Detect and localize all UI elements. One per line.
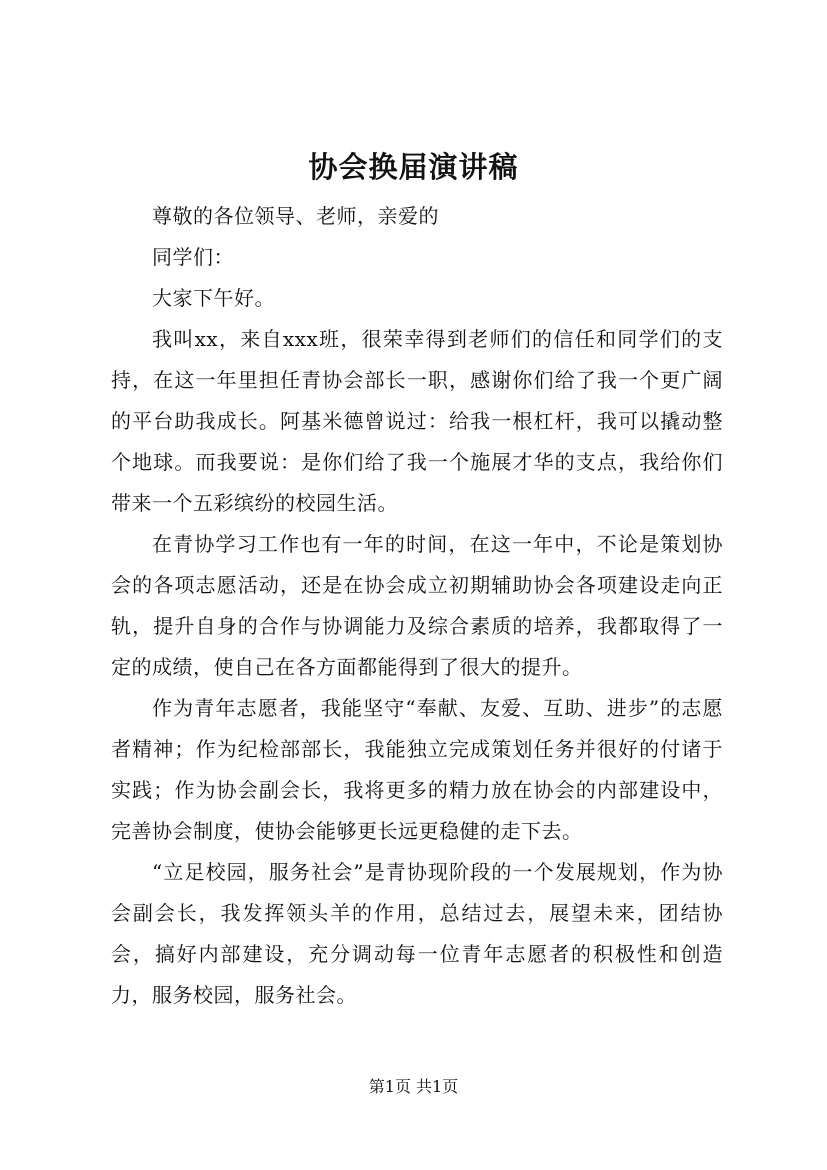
paragraph-4: “立足校园，服务社会”是青协现阶段的一个发展规划，作为协会副会长，我发挥领头羊的作用，总结过去，展望未来，团结协会，搞好内部建设，充分调动每一位青年志愿者的积极性和创造力，服务校园，服务社会。 — [111, 860, 723, 1007]
greeting-line-2: 同学们： — [152, 245, 234, 269]
document-title: 协会换届演讲稿 — [308, 150, 519, 184]
document-body — [111, 196, 723, 1016]
opening-line: 大家下午好。 — [152, 286, 275, 310]
greeting-line-1: 尊敬的各位领导、老师，亲爱的 — [152, 204, 439, 228]
page-number-footer: 第1页 共1页 — [368, 1077, 459, 1096]
paragraph-2: 在青协学习工作也有一年的时间，在这一年中，不论是策划协会的各项志愿活动，还是在协会成立初期辅助协会各项建设走向正轨，提升自身的合作与协调能力及综合素质的培养，我都取得了一定的成绩，使自己在各方面都能得到了很大的提升。 — [111, 532, 723, 679]
paragraph-3: 作为青年志愿者，我能坚守“奉献、友爱、互助、进步”的志愿者精神；作为纪检部部长，我能独立完成策划任务并很好的付诸于实践；作为协会副会长，我将更多的精力放在协会的内部建设中，完善协会制度，使协会能够更长远更稳健的走下去。 — [111, 696, 723, 843]
paragraph-1: 我叫xx，来自xxx班，很荣幸得到老师们的信任和同学们的支持，在这一年里担任青协会部长一职，感谢你们给了我一个更广阔的平台助我成长。阿基米德曾说过：给我一根杠杆，我可以撬动整个地球。而我要说：是你们给了我一个施展才华的支点，我给你们带来一个五彩缤纷的校园生活。 — [111, 327, 723, 515]
